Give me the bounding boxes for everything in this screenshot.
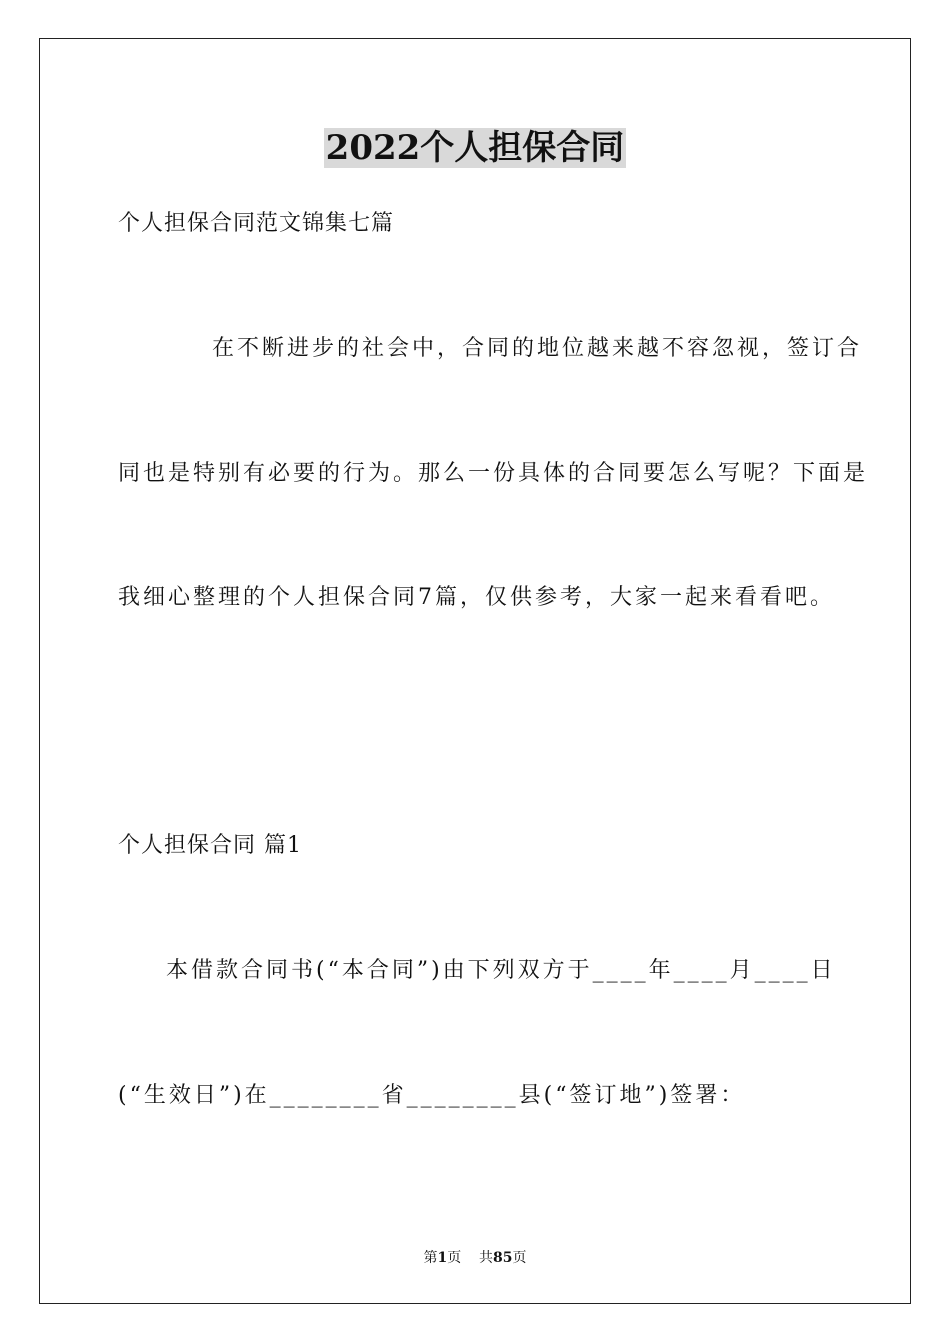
intro-line-3: 我细心整理的个人担保合同7篇，仅供参考，大家一起来看看吧。 [118, 585, 835, 610]
document-title-text: 2022个人担保合同 [325, 128, 625, 168]
document-subtitle: 个人担保合同范文锦集七篇 [118, 211, 395, 236]
document-title [0, 126, 950, 170]
contract-line-2: (“生效日”)在________省________县(“签订地”)签署： [118, 1083, 746, 1108]
total-suffix: 页 [512, 1250, 527, 1266]
contract-line-1: 本借款合同书(“本合同”)由下列双方于____年____月____日 [166, 958, 836, 983]
page-footer [0, 1248, 950, 1268]
intro-line-1: 在不断进步的社会中，合同的地位越来越不容忽视，签订合 [212, 336, 863, 361]
intro-line-2: 同也是特别有必要的行为。那么一份具体的合同要怎么写呢？下面是 [118, 461, 869, 486]
total-prefix: 共 [479, 1250, 494, 1266]
section-heading: 个人担保合同 篇1 [118, 833, 302, 858]
page-number: 1 [437, 1250, 448, 1266]
page-suffix: 页 [447, 1250, 462, 1266]
page-prefix: 第 [423, 1250, 438, 1266]
total-pages: 85 [493, 1250, 513, 1266]
